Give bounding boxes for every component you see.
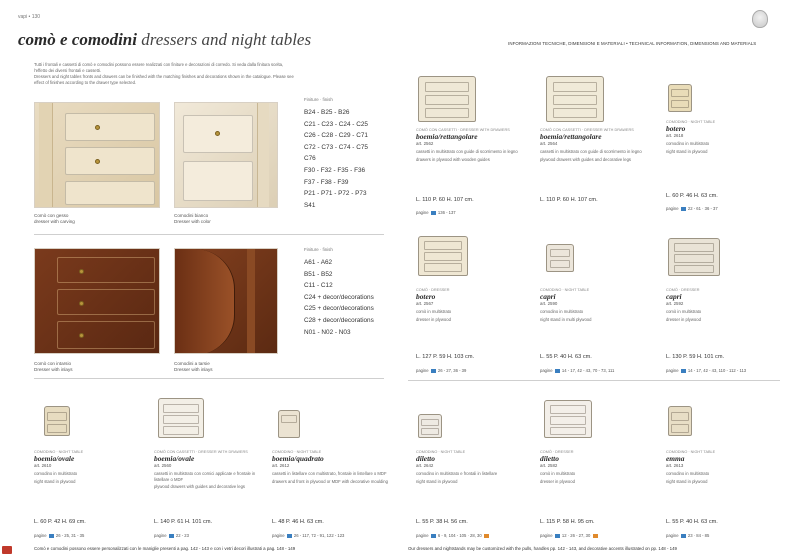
product-desc: comò in multistrato <box>416 309 452 314</box>
intro-en: Dressers and night tables fronts and drawers can be finished with the matching finishes and decorations shown in the catalogue. Please see effect of finishes according to the drawer type selected. <box>34 74 294 85</box>
product-name: emma <box>666 454 685 463</box>
product-article: art. 2642 <box>416 463 434 468</box>
product-name: capri <box>666 292 682 301</box>
product-desc-en: drawers in plywood with wooden guides <box>416 156 490 162</box>
product-pages: pagine 6 - 9, 104 - 105 · 28, 30 <box>416 533 490 538</box>
product-image-nightstand <box>44 406 70 436</box>
product-name: boemia/quadrato <box>272 454 324 463</box>
corner-marker <box>2 546 12 554</box>
finish-heading: Finiture · finish <box>304 97 333 102</box>
product-card: COMÒ · DRESSER botero art. 2567 comò in multistrato dresser in plywood <box>416 288 536 322</box>
product-desc-en: dresser in plywood <box>416 316 451 322</box>
finish-list-bottom <box>304 246 374 338</box>
product-desc-en: night stand in plywood <box>416 478 458 484</box>
page-title <box>18 30 311 50</box>
finish-heading: Finiture · finish <box>304 247 333 252</box>
color-swatch <box>287 534 292 538</box>
product-dimensions: L. 55 P. 40 H. 63 cm. <box>540 354 592 360</box>
page-number: vapi • 130 <box>18 14 41 20</box>
product-pages: pagine 12 · 26 - 27, 30 <box>540 533 599 538</box>
product-image-dresser <box>544 400 592 438</box>
product-dimensions: L. 130 P. 59 H. 101 cm. <box>666 354 725 360</box>
finish-code: C28 + decor/decorations <box>304 316 374 324</box>
divider <box>408 380 780 381</box>
intro-it: Tutti i frontali e cassetti di comò e comodini possono essere realizzati con finiture e decorazioni di corredo. Si veda dalla finitura scelta, l'effetto dei diversi frontali e cassetti. <box>34 62 284 73</box>
product-dimensions: L. 140 P. 61 H. 101 cm. <box>154 519 213 525</box>
product-name: diletto <box>416 454 435 463</box>
product-dimensions: L. 60 P. 46 H. 63 cm. <box>666 193 718 199</box>
product-card: COMODINO · NIGHT TABLE emma art. 2613 comodino in multistrato night stand in plywood <box>666 450 782 484</box>
title-sub: dressers and night tables <box>141 30 312 49</box>
product-pages: pagine 14 - 17, 42 - 43, 70 - 73, 111 <box>540 368 615 373</box>
product-dimensions: L. 55 P. 38 H. 56 cm. <box>416 519 468 525</box>
product-image-nightstand <box>418 414 442 438</box>
product-card: COMODINO · NIGHT TABLE boemia/ovale art. 2610 comodino in multistrato night stand in plywood <box>34 450 144 484</box>
product-desc: comodino in multistrato <box>540 309 584 314</box>
footer-note-it: Comò e comodini possono essere personalizzati con le maniglie presenti a pag. 142 - 143 e con i vetri decori illustrati a pag. 148 - 149 <box>34 546 296 551</box>
product-desc: comodino in multistrato <box>666 471 710 476</box>
product-name: boemia/ovale <box>34 454 75 463</box>
color-swatch <box>681 207 686 211</box>
finish-code: C25 + decor/decorations <box>304 305 374 313</box>
product-image-dresser <box>668 238 720 276</box>
product-article: art. 2564 <box>540 141 558 146</box>
finish-code: B51 - B52 <box>304 270 333 278</box>
product-article: art. 2610 <box>34 463 52 468</box>
product-dimensions: L. 110 P. 60 H. 107 cm. <box>540 197 598 203</box>
product-dimensions: L. 110 P. 60 H. 107 cm. <box>416 197 474 203</box>
product-dimensions: L. 60 P. 42 H. 69 cm. <box>34 519 86 525</box>
swatch-photo-inlays <box>34 248 160 354</box>
product-desc-en: dresser in plywood <box>666 316 701 322</box>
color-swatch <box>49 534 54 538</box>
title-main: comò e comodini <box>18 30 137 49</box>
product-desc: comodino in multistrato <box>34 471 78 476</box>
finish-code: C21 - C23 - C24 - C25 <box>304 120 368 128</box>
product-name: capri <box>540 292 556 301</box>
finish-code: B24 - B25 - B26 <box>304 109 350 116</box>
product-desc-en: night stand in plywood <box>666 148 708 154</box>
swatch-caption-1: Comò con gesso dresser with carving <box>34 213 75 224</box>
product-article: art. 2562 <box>416 141 434 146</box>
finish-code: F37 - F38 - F39 <box>304 178 349 186</box>
product-desc-en: night stand in plywood <box>666 478 708 484</box>
product-image-nightstand <box>278 410 300 438</box>
divider <box>34 234 384 235</box>
swatch-caption-2: Comodini bianco Dresser with color <box>174 213 211 224</box>
product-card: COMÒ CON CASSETTI · DRESSER WITH DRAWERS boemia/rettangolare art. 2562 cassetti in multistrato con guide di scorrimento in legno drawers in plywood with wooden guides <box>416 128 536 162</box>
product-article: art. 2560 <box>154 463 172 468</box>
product-article: art. 2582 <box>540 463 558 468</box>
finish-code: C26 - C28 - C29 - C71 <box>304 132 368 140</box>
color-swatch <box>431 211 436 215</box>
product-pages: pagine 22 - 23 <box>154 533 189 538</box>
product-image-dresser <box>546 76 604 122</box>
product-name: botero <box>416 292 436 301</box>
finish-code: S41 <box>304 201 316 209</box>
section-info: INFORMAZIONI TECNICHE, DIMENSIONI E MATERIALI • TECHNICAL INFORMATION, DIMENSIONS AND MATERIALS <box>508 41 757 46</box>
product-article: art. 2592 <box>666 301 684 306</box>
product-name: boemia/ovale <box>154 454 195 463</box>
product-card: COMÒ · DRESSER diletto art. 2582 comò in multistrato dresser in plywood <box>540 450 656 484</box>
product-name: boemia/rettangolare <box>540 132 602 141</box>
color-swatch <box>169 534 174 538</box>
product-name: botero <box>666 124 686 133</box>
finish-code: C11 - C12 <box>304 282 333 290</box>
finish-code: N01 - N02 - N03 <box>304 328 351 336</box>
swatch-caption-4: Comodini a tarsie Dresser with inlays <box>174 361 213 372</box>
finish-code: C76 <box>304 155 316 163</box>
product-article: art. 2613 <box>666 463 684 468</box>
product-pages: pagine 23 · 84 - 85 <box>666 533 710 538</box>
color-swatch <box>484 534 489 538</box>
product-article: art. 2612 <box>272 463 290 468</box>
product-desc-en: plywood drawers with guides and decorative legs <box>540 156 632 162</box>
color-swatch <box>681 369 686 373</box>
product-desc: comodino in multistrato e frontali in listellare <box>416 471 498 476</box>
divider <box>34 378 384 379</box>
product-image-dresser <box>158 398 204 438</box>
product-pages: pagine 136 - 137 <box>416 210 456 215</box>
product-desc: comò in multistrato <box>666 309 702 314</box>
swatch-photo-tarsie <box>174 248 278 354</box>
product-pages: pagine 22 - 61 · 36 - 37 <box>666 206 718 211</box>
product-dimensions: L. 48 P. 46 H. 63 cm. <box>272 519 324 525</box>
product-name: diletto <box>540 454 559 463</box>
finish-code: C24 + decor/decorations <box>304 293 374 301</box>
product-image-nightstand <box>668 406 692 436</box>
product-desc: cassetti in listellare con multistrato, frontale in listellare o MDF <box>272 471 387 476</box>
product-image-dresser <box>418 76 476 122</box>
product-name: boemia/rettangolare <box>416 132 478 141</box>
product-pages: pagine 26 - 27, 36 - 39 <box>416 368 467 373</box>
color-swatch <box>593 534 598 538</box>
product-desc: cassetti in multistrato con cornici applicate e frontale in listellare o MDF <box>154 471 256 482</box>
product-card: COMODINO · NIGHT TABLE boemia/quadrato art. 2612 cassetti in listellare con multistrato, frontale in listellare o MDF drawers and front in plywood or MDF with decorative moulding <box>272 450 388 484</box>
product-pages: pagine 26 - 117, 72 - 91, 122 - 123 <box>272 533 345 538</box>
product-card: COMÒ · DRESSER capri art. 2592 comò in multistrato dresser in plywood <box>666 288 790 322</box>
product-article: art. 2567 <box>416 301 434 306</box>
finish-code: C72 - C73 - C74 - C75 <box>304 143 368 151</box>
swatch-photo-carving <box>34 102 160 208</box>
color-swatch <box>431 369 436 373</box>
product-desc: comò in multistrato <box>540 471 576 476</box>
brand-logo <box>752 10 768 28</box>
swatch-caption-3: Comò con intarsio Dresser with inlays <box>34 361 73 372</box>
product-desc-en: drawers and front in plywood or MDF with decorative moulding <box>272 478 388 484</box>
product-image-dresser <box>418 236 468 276</box>
product-card: COMODINO · NIGHT TABLE diletto art. 2642 comodino in multistrato e frontali in listellare night stand in plywood <box>416 450 532 484</box>
color-swatch <box>555 534 560 538</box>
product-desc: cassetti in multistrato con guide di scorrimento in legno <box>540 149 642 154</box>
product-card: COMODINO · NIGHT TABLE botero art. 2618 comodino in multistrato night stand in plywood <box>666 120 786 154</box>
product-dimensions: L. 115 P. 58 H. 95 cm. <box>540 519 595 525</box>
finish-code: F30 - F32 - F35 - F36 <box>304 166 366 174</box>
product-card: COMÒ CON CASSETTI · DRESSER WITH DRAWERS boemia/rettangolare art. 2564 cassetti in multistrato con guide di scorrimento in legno plywood drawers with guides and decorative legs <box>540 128 660 162</box>
product-desc-en: night stand in multi plywood <box>540 316 592 322</box>
product-article: art. 2590 <box>540 301 558 306</box>
product-pages: pagine 26 - 25, 31 - 35 <box>34 533 85 538</box>
product-card: COMODINO · NIGHT TABLE capri art. 2590 comodino in multistrato night stand in multi plywood <box>540 288 660 322</box>
product-desc: comodino in multistrato <box>666 141 710 146</box>
product-dimensions: L. 127 P. 59 H. 103 cm. <box>416 354 475 360</box>
footer-note-en: Our dressers and nightstands may be customized with the pulls, handles pp. 142 - 143, and decorative accents illustrated on pp. 148 - 149 <box>408 546 677 551</box>
finish-code: P21 - P71 - P72 - P73 <box>304 190 367 198</box>
intro-text <box>34 62 294 86</box>
finish-list-top <box>304 96 368 211</box>
finish-code: A61 - A62 <box>304 259 333 266</box>
swatch-photo-color <box>174 102 278 208</box>
product-desc-en: dresser in plywood <box>540 478 575 484</box>
product-pages: pagine 14 - 17, 42 - 43, 110 - 112 - 113 <box>666 368 747 373</box>
color-swatch <box>555 369 560 373</box>
product-image-nightstand <box>546 244 574 272</box>
product-image-nightstand <box>668 84 692 112</box>
product-card: COMÒ CON CASSETTI · DRESSER WITH DRAWERS boemia/ovale art. 2560 cassetti in multistrato con cornici applicate e frontale in listellare o MDF plywood drawers with guides and decorative legs <box>154 450 266 490</box>
product-desc-en: plywood drawers with guides and decorative legs <box>154 484 246 490</box>
color-swatch <box>681 534 686 538</box>
product-article: art. 2618 <box>666 133 684 138</box>
color-swatch <box>431 534 436 538</box>
product-desc-en: night stand in plywood <box>34 478 76 484</box>
product-desc: cassetti in multistrato con guide di scorrimento in legno <box>416 149 518 154</box>
product-dimensions: L. 55 P. 40 H. 63 cm. <box>666 519 718 525</box>
